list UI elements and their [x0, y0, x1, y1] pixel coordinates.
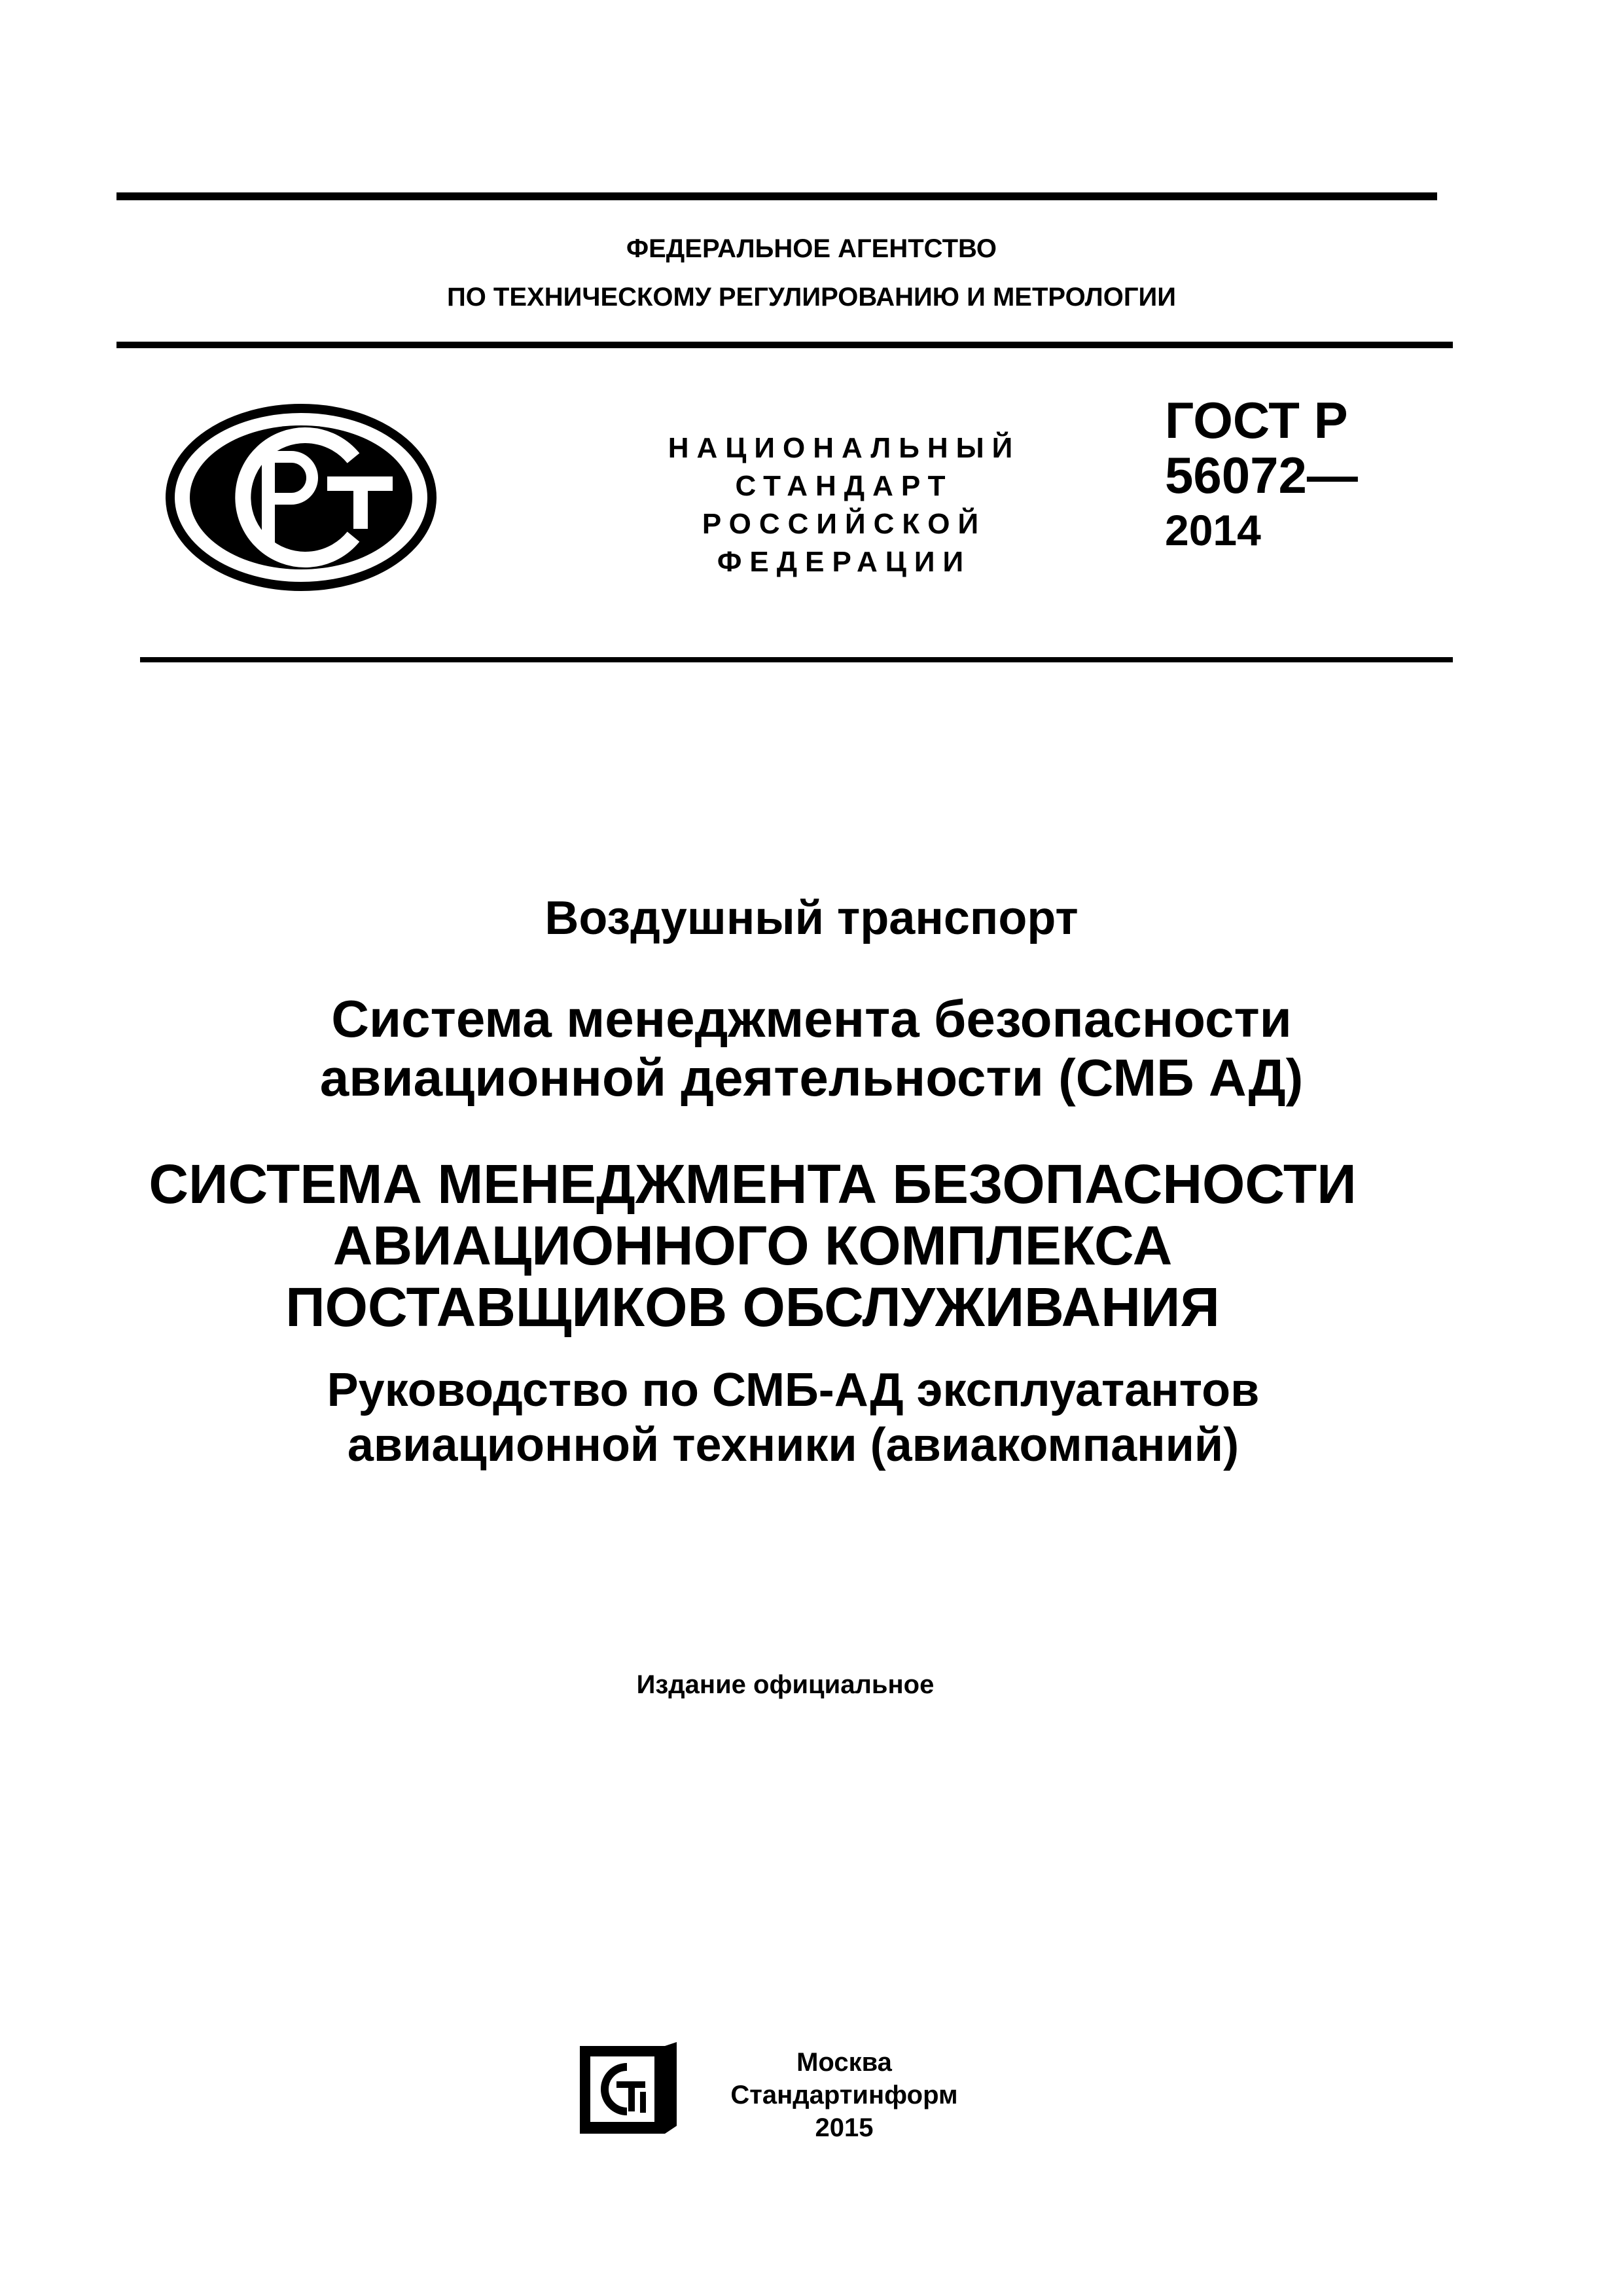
standard-line-3: РОССИЙСКОЙ: [702, 508, 987, 540]
publisher-city: Москва: [796, 2048, 892, 2077]
gost-line-3: 2014: [1165, 506, 1261, 554]
title-main-line-2: авиационной деятельности (СМБ АД): [319, 1049, 1304, 1107]
title-main: [0, 990, 1623, 1107]
gost-designation: [1165, 393, 1358, 558]
title-sub: [0, 1363, 1605, 1473]
standard-line-1: НАЦИОНАЛЬНЫЙ: [668, 432, 1021, 464]
publisher-imprint: [707, 2046, 982, 2144]
header-rule: [116, 342, 1453, 348]
title-sub-line-1: Руководство по СМБ-АД эксплуатантов: [327, 1364, 1260, 1416]
title-upper-line-3: ПОСТАВЩИКОВ ОБСЛУЖИВАНИЯ: [285, 1276, 1220, 1338]
national-standard-label: [550, 429, 1139, 581]
agency-line-1: ФЕДЕРАЛЬНОЕ АГЕНТСТВО: [626, 234, 997, 263]
standard-line-4: ФЕДЕРАЦИИ: [717, 546, 972, 578]
publisher-year: 2015: [815, 2113, 874, 2142]
title-upper: [0, 1153, 1564, 1338]
edition-label: Издание официальное: [636, 1670, 935, 1699]
title-group: Воздушный транспорт: [544, 892, 1079, 944]
title-main-line-1: Система менеджмента безопасности: [331, 990, 1292, 1048]
agency-line-2: ПО ТЕХНИЧЕСКОМУ РЕГУЛИРОВАНИЮ И МЕТРОЛОГИИ: [446, 283, 1177, 312]
publisher-logo: [575, 2041, 679, 2139]
rst-logo: [164, 399, 438, 596]
title-upper-line-1: СИСТЕМА МЕНЕДЖМЕНТА БЕЗОПАСНОСТИ: [149, 1153, 1357, 1215]
sti-publisher-icon: [575, 2041, 679, 2139]
rst-mark-icon: [164, 399, 438, 596]
standard-line-2: СТАНДАРТ: [735, 470, 954, 502]
top-rule: [116, 192, 1437, 200]
title-upper-line-2: АВИАЦИОННОГО КОМПЛЕКСА: [332, 1215, 1173, 1276]
publisher-name: Стандартинформ: [730, 2081, 958, 2109]
designation-rule: [140, 657, 1453, 662]
title-sub-line-2: авиационной техники (авиакомпаний): [347, 1419, 1240, 1471]
gost-line-1: ГОСТ Р: [1165, 391, 1348, 449]
gost-line-2: 56072—: [1165, 446, 1358, 504]
